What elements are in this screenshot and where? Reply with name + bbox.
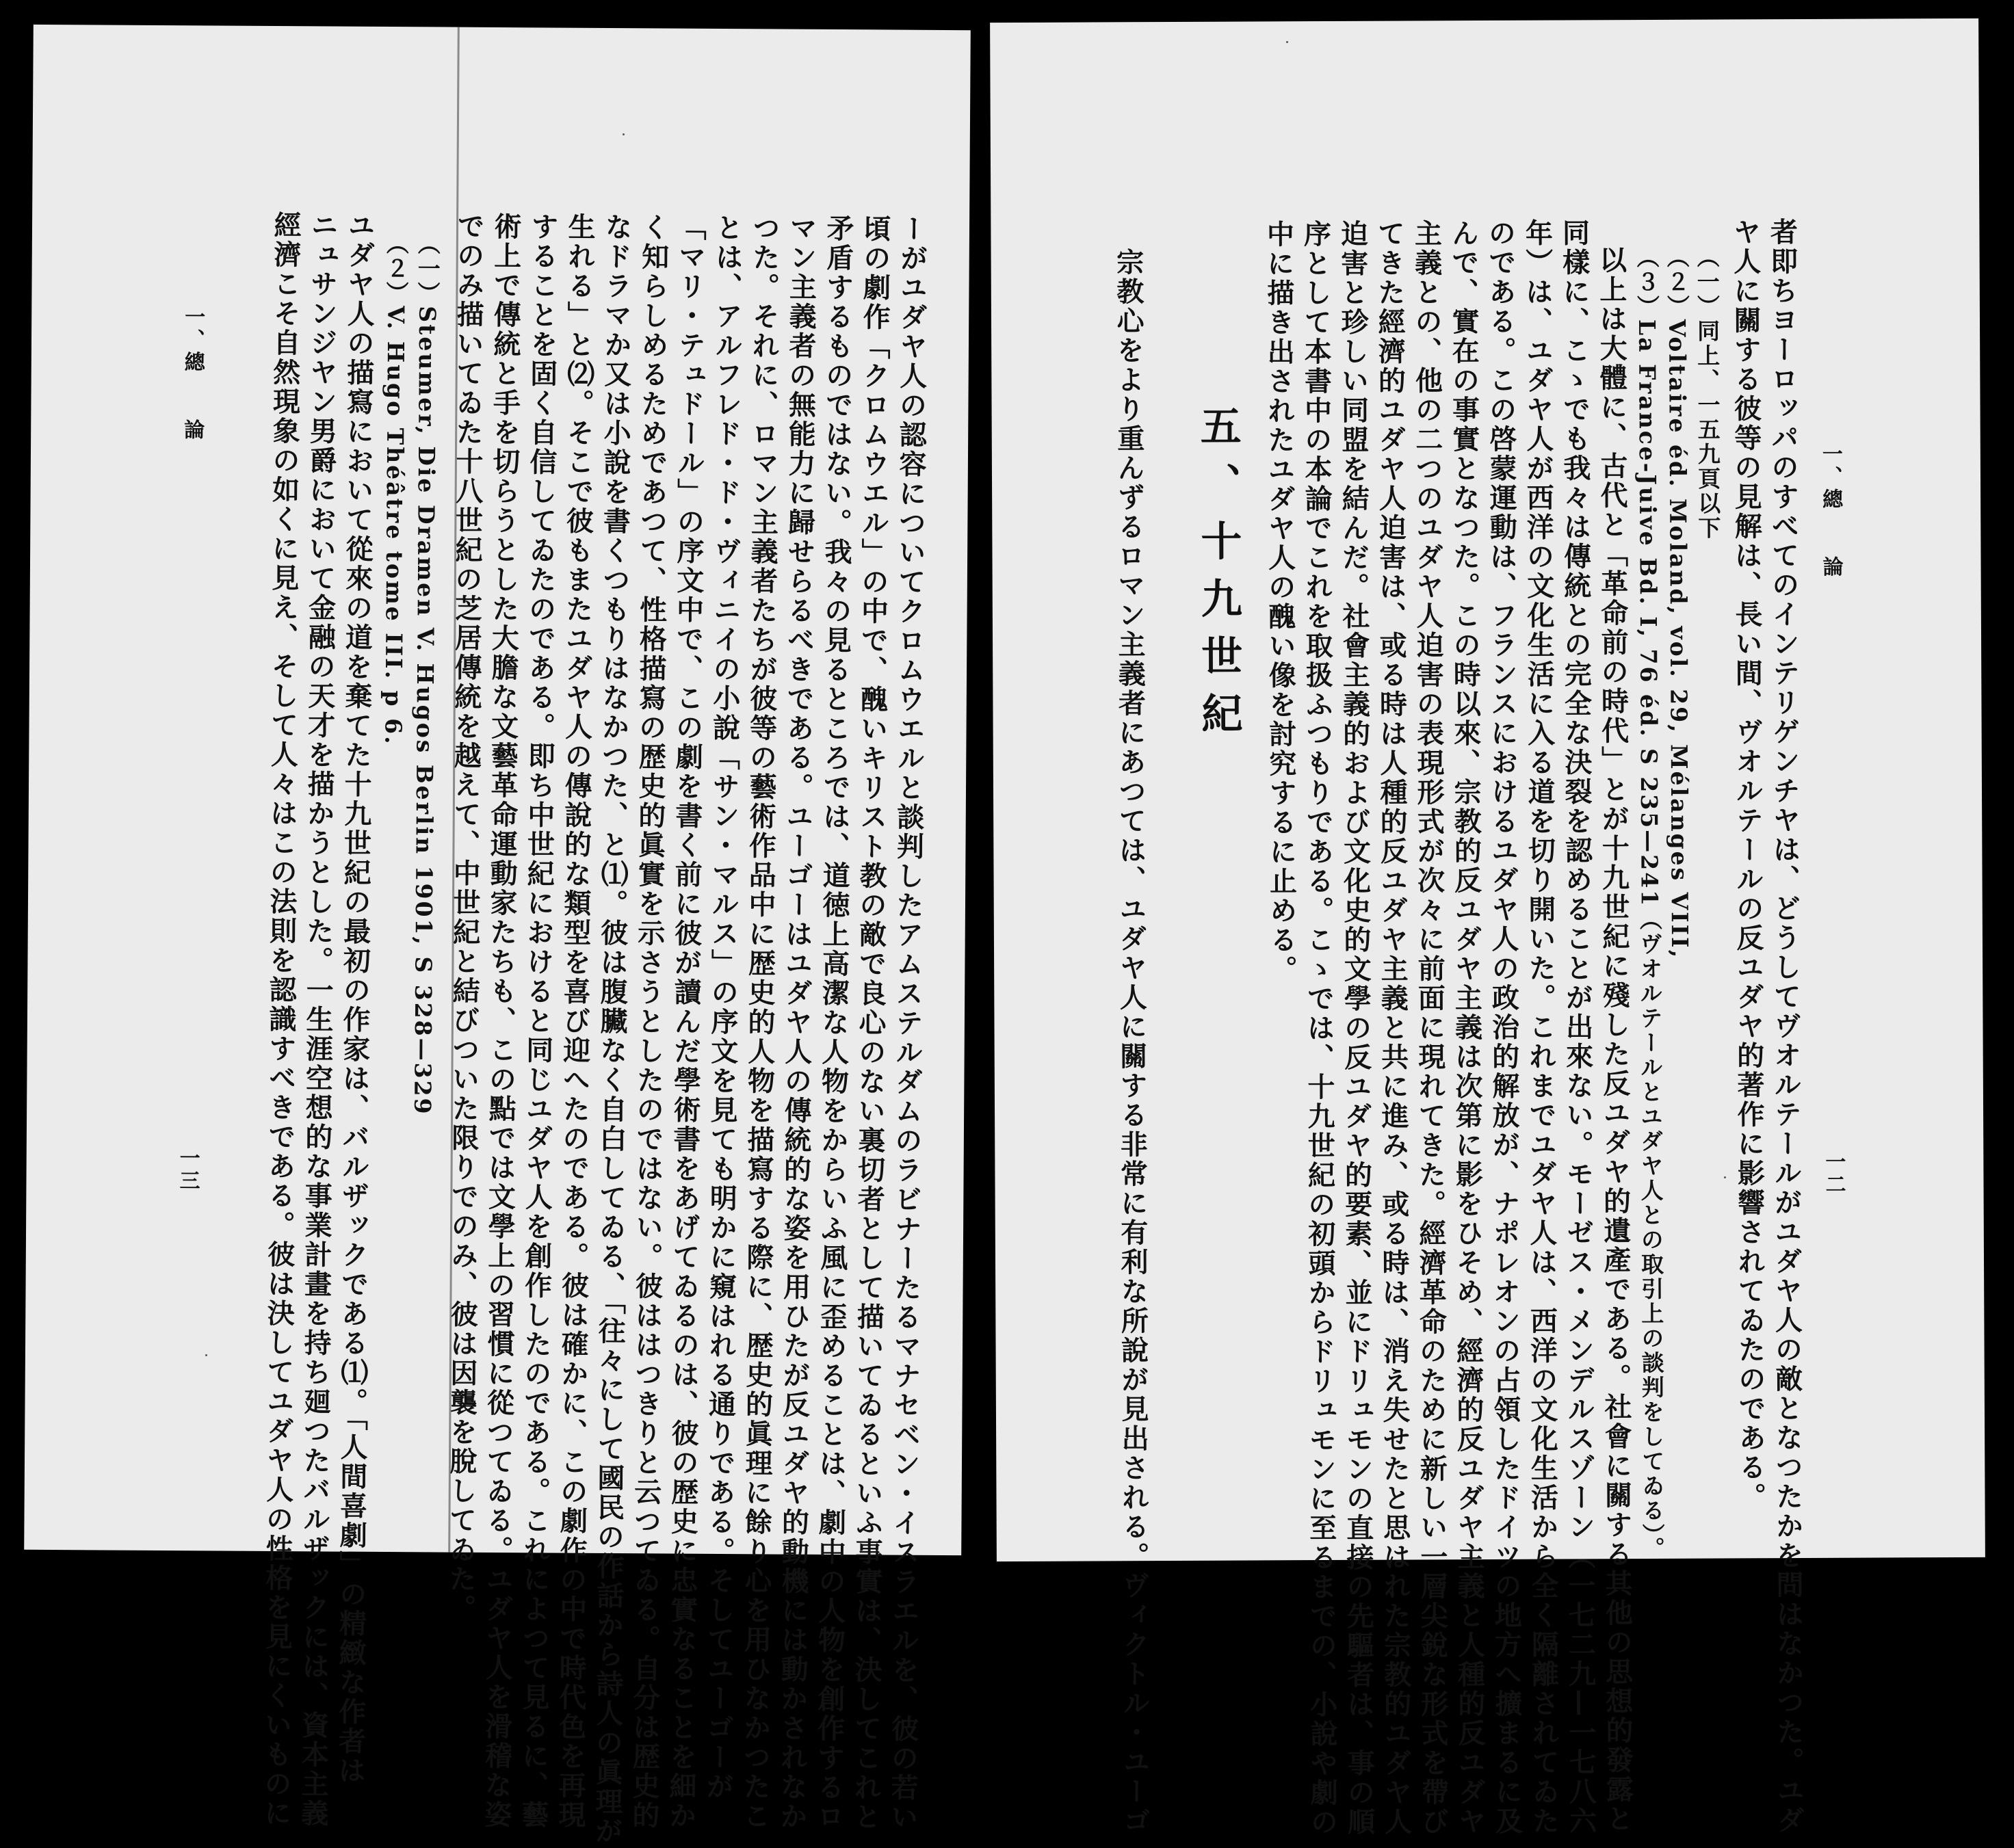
footnote-3: （３）La France-Juive Bd. I, 76 éd. S 235—241（ヴオルテールとユダヤ人との取引上の談判をしてゐる）。 (1633, 245, 1666, 1561)
text-column: 主義との、他の二つのユダヤ人迫害の表現形式が次々に前面に現れてきた。經濟革命のために新しい一層尖銳な形式を帶び (1410, 219, 1450, 1837)
footnote-2: （２）Voltaire éd. Moland, vol. 29, Mélanges VIII, (1663, 245, 1694, 960)
text-column: く知らしめるためであつて、性格描寫の歴史的眞實を示さうとしたのではない。彼ははつきりと云つてゐる。自分は歴史的 (627, 213, 670, 1831)
text-column: 經濟こそ自然現象の如くに見え、そして人々はこの法則を認識すべきである。彼は決してユダヤ人の性格を見にくいものに (259, 210, 302, 1829)
right-page (990, 18, 1985, 1838)
text-column: 術上で傳統と手を切らうとした大膽な文藝革命運動家たちも、この點では文學上の習慣に從つてゐる。ユダヤ人を滑稽な姿 (480, 211, 523, 1830)
text-column: マン主義者の無能力に歸せらるべきである。ユーゴーはユダヤ人の傳統的な姿を用ひたが反ユダヤ的動機には動かされなか (775, 213, 818, 1832)
text-column: 「マリ・テュドール」の序文中で、この劇を書く前に彼が讀んだ學術書をあげてゐるのは、彼の歴史に忠實なることを細か (664, 213, 707, 1831)
scan-speck (1724, 1176, 1726, 1178)
footnote-2: （２）V. Hugo Théâtre tome III. p 6. (380, 231, 410, 746)
text-column: ユダヤ人の描寫において從來の道を棄てた十九世紀の最初の作家は、バルザックである⑴。「人間喜劇」の精緻な作者は (334, 211, 376, 1786)
page-number: 一二 (1821, 1150, 1846, 1196)
section-heading: 五、十九世紀 (1193, 404, 1243, 750)
text-column: 年）は、ユダヤ人が西洋の文化生活に入る道を切り開いた。これまでユダヤ人は、西洋の文化生活から全く隔離されてゐた (1521, 218, 1560, 1836)
footnote-1: （一）同上、一五九頁以下 (1693, 245, 1722, 541)
text-column: ヤ人に關する彼等の見解は、長い間、ヴオルテールの反ユダヤ的著作に影響されてゐたのである。 (1729, 217, 1767, 1512)
text-column: 中に描き出されたユダヤ人の醜い像を討究するに止める。 (1262, 220, 1298, 985)
text-column: ーがユダヤ人の認容についてクロムウエルと談判したアムステルダムのラビナーたるマナセベン・イスラエルを、彼の若い (886, 214, 929, 1832)
text-column: んで、實在の事實となつた。この時以來、宗教的反ユダヤ主義は次第に影をひそめ、經濟的反ユダヤ主義と人種的反ユダヤ (1447, 219, 1487, 1837)
text-column: 者即ちヨーロッパのすべてのインテリゲンチヤは、どうしてヴオルテールがユダヤ人の敵となつたかを問はなかつた。ユダ (1766, 217, 1805, 1836)
text-column: 以上は大體に、古代と「革命前の時代」とが十九世紀に殘した反ユダヤ的遺產である。社會に關する其他の思想的發露と (1595, 246, 1634, 1834)
text-column: 宗教心をより重んずるロマン主義者にあつては、ユダヤ人に關する非常に有利な所說が見出される。ヴィクトル・ユーゴ (1112, 248, 1151, 1836)
scan-speck (623, 133, 625, 135)
text-column: てきた經濟的ユダヤ人迫害は、或る時は人種的反ユダヤ主義と共に進み、或る時は、消え失せたと思はれた宗教的ユダヤ人 (1373, 219, 1413, 1837)
text-column: することを固く自信してゐたのである。即ち中世紀におけると同じユダヤ人を創作したのである。これによつて見るに、藝 (516, 212, 560, 1830)
text-column: つた。それに、ロマン主義者たちが彼等の藝術作品中に歴史的人物を描寫する際に、歴史的眞理に餘り心を用ひなかつたこ (738, 213, 781, 1832)
text-column: でのみ描いてゐた十八世紀の芝居傳統を越えて、中世紀と結びついた限りでのみ、彼は因襲を脫してゐた。 (444, 211, 486, 1624)
text-column: ニュサンジヤン男爵において金融の天才を描かうとした。一生涯空想的な事業計畫を持ち廻つたバルザックには、資本主義 (296, 211, 339, 1829)
text-column: 頃の劇作「クロムウエル」の中で、醜いキリスト教の敵で良心のない裏切者として描いてゐるといふ事實は、決してこれと (849, 214, 892, 1832)
text-column: なドラマか又は小說を書くつもりはなかつた、と⑴。彼は腹臟なく自白してゐる、「往々にして國民の作話から詩人の眞理が (590, 212, 633, 1847)
running-header: 一、總 論 (1818, 443, 1843, 579)
left-page (24, 25, 971, 1847)
scan-speck (205, 1354, 207, 1356)
running-header: 一、總 論 (180, 306, 205, 442)
text-column: 生れる」と⑵。そこで彼もまたユダヤ人の傳說的な類型を喜び迎へたのである。彼は確かに、この劇作の中で時代色を再現 (553, 212, 597, 1830)
footnote-1: （一）Steumer, Die Dramen V. Hugos Berlin 1901, S 328—329 (409, 232, 441, 1116)
text-column: 矛盾するものではない。我々の見るところでは、道徳上高潔な人物をからいふ風に歪めることは、劇中の人物を創作するロ (812, 213, 855, 1832)
scan-speck (1286, 41, 1288, 43)
text-column: とは、アルフレド・ド・ヴィニイの小說「サン・マルス」の序文を見ても明かに窺はれる通りである。そしてユーゴーが (701, 213, 744, 1802)
text-column: のである。この啓蒙運動は、フランスにおけるユダヤ人の政治的解放が、ナポレオンの占領したドイツの地方へ擴まるに及 (1484, 218, 1523, 1836)
text-column: 同樣に、こゝでも我々は傳統との完全な決裂を認めることが出來ない。モーゼス・メンデルスゾーン（一七二九—一七八六 (1558, 218, 1597, 1836)
text-column: 序として本書中の本論でこれを取扱ふつもりである。こゝでは、十九世紀の初頭からドリュモンに至るまでの、小說や劇の (1299, 219, 1339, 1838)
text-column: 迫害と珍しい同盟を結んだ。社會主義的および文化史的文學の反ユダヤ的要素、並にドリュモンの直接の先驅者は、事の順 (1336, 219, 1376, 1837)
page-number: 一三 (175, 1147, 200, 1193)
